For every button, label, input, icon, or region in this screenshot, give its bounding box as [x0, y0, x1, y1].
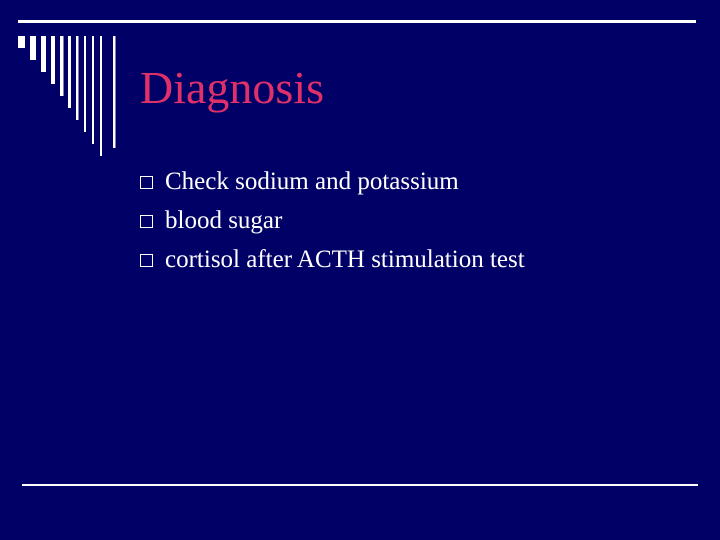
stripe-11 [113, 36, 116, 148]
bullet-item [140, 162, 525, 201]
stripe-5 [60, 36, 64, 96]
hollow-square-icon [140, 254, 153, 267]
bottom-divider [22, 484, 698, 486]
hollow-square-icon [140, 215, 153, 228]
stripe-9 [92, 36, 94, 144]
bullet-text: Check sodium and potassium [165, 167, 459, 195]
stripe-4 [51, 36, 55, 84]
stripe-3 [41, 36, 46, 72]
bullet-list [140, 162, 525, 279]
bullet-item [140, 201, 525, 240]
stripe-2 [30, 36, 36, 60]
bullet-item [140, 240, 525, 279]
stripe-8 [84, 36, 86, 132]
stripe-7 [76, 36, 79, 120]
hollow-square-icon [140, 176, 153, 189]
decorative-stripes [0, 0, 140, 160]
slide-title: Diagnosis [140, 62, 324, 113]
stripe-1 [18, 36, 25, 48]
stripe-10 [100, 36, 102, 156]
bullet-text: blood sugar [165, 206, 283, 234]
stripe-6 [68, 36, 71, 108]
bullet-text: cortisol after ACTH stimulation test [165, 245, 525, 273]
